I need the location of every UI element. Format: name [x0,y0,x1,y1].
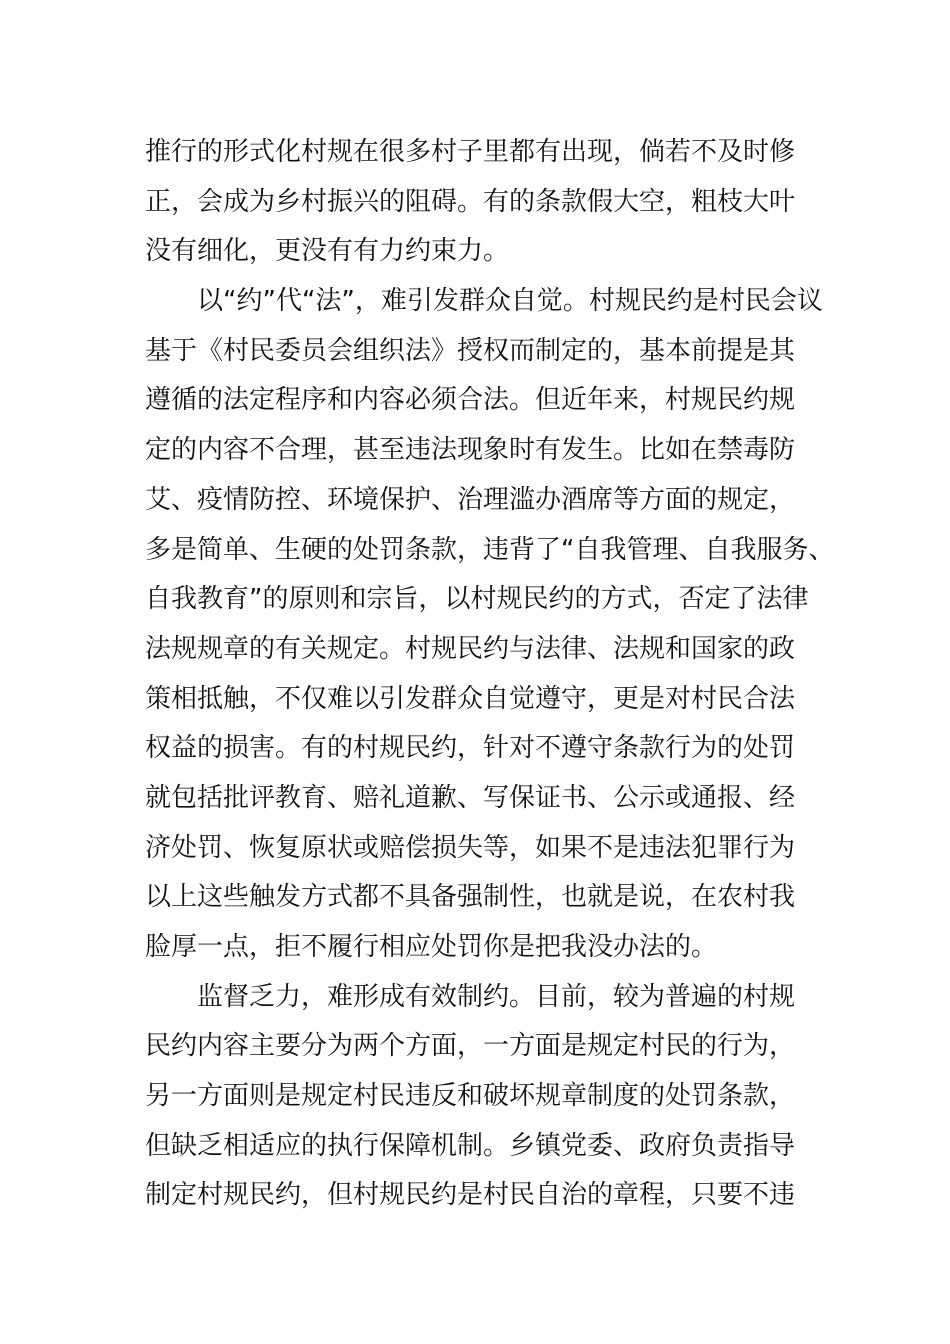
text-line: 艾、疫情防控、环境保护、治理滥办酒席等方面的规定， [145,484,796,515]
text-line: 权益的损害。有的村规民约，针对不遵守条款行为的处罚 [145,733,796,764]
text-line: 以上这些触发方式都不具备强制性，也就是说，在农村我 [145,882,796,913]
text-line: 以“约”代“法”，难引发群众自觉。村规民约是村民会议 [145,286,823,317]
text-line: 就包括批评教育、赔礼道歉、写保证书、公示或通报、经 [145,782,796,813]
text-line: 脸厚一点，拒不履行相应处罚你是把我没办法的。 [145,932,718,962]
text-line: 定的内容不合理，甚至违法现象时有发生。比如在禁毒防 [145,435,796,466]
text-line: 策相抵触，不仅难以引发群众自觉遵守，更是对村民合法 [145,683,796,714]
text-line: 没有细化，更没有有力约束力。 [145,236,510,267]
text-line: 监督乏力，难形成有效制约。目前，较为普遍的村规 [145,981,796,1012]
text-line: 自我教育”的原则和宗旨，以村规民约的方式，否定了法律 [145,584,809,615]
body-text [145,128,835,1221]
text-line: 法规规章的有关规定。村规民约与法律、法规和国家的政 [145,633,796,664]
text-line: 济处罚、恢复原状或赔偿损失等，如果不是违法犯罪行为 [145,832,796,863]
text-line: 多是简单、生硬的处罚条款，违背了“自我管理、自我服务、 [145,534,835,565]
text-line: 正，会成为乡村振兴的阻碍。有的条款假大空，粗枝大叶 [145,186,796,217]
text-line: 制定村规民约，但村规民约是村民自治的章程，只要不违 [145,1180,796,1211]
text-line: 推行的形式化村规在很多村子里都有出现，倘若不及时修 [145,137,796,167]
text-line: 基于《村民委员会组织法》授权而制定的，基本前提是其 [145,335,796,366]
text-line: 但缺乏相适应的执行保障机制。乡镇党委、政府负责指导 [145,1130,796,1161]
text-line: 民约内容主要分为两个方面，一方面是规定村民的行为， [145,1031,796,1062]
text-line: 遵循的法定程序和内容必须合法。但近年来，村规民约规 [145,385,796,416]
text-line: 另一方面则是规定村民违反和破坏规章制度的处罚条款， [145,1081,796,1112]
